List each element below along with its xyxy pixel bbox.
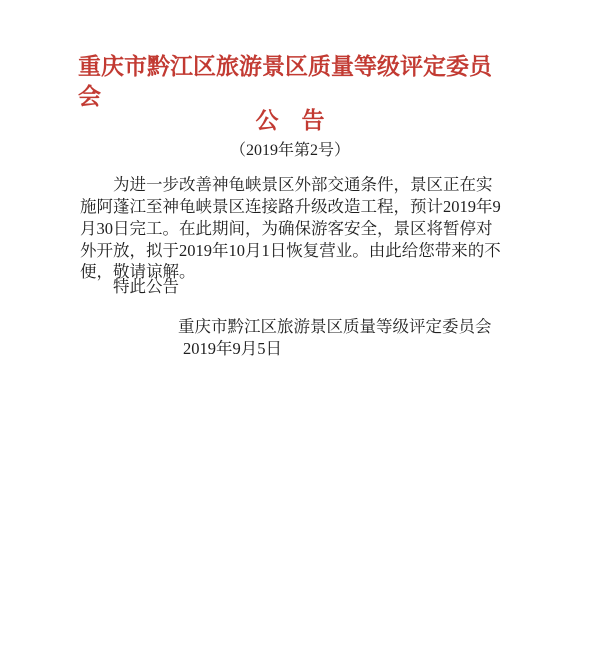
closing-phrase: 特此公告 xyxy=(113,277,179,296)
body-paragraph-line-3: 月30日完工。在此期间，为确保游客安全，景区将暂停对 xyxy=(80,219,493,238)
body-paragraph-line-5: 便，敬请谅解。 xyxy=(80,262,196,281)
signature-date: 2019年9月5日 xyxy=(183,339,282,358)
document-title xyxy=(78,52,518,112)
signature-organization: 重庆市黔江区旅游景区质量等级评定委员会 xyxy=(178,317,492,336)
document-title-line-1: 重庆市黔江区旅游景区质量等级评定委员 xyxy=(78,54,492,79)
body-paragraph-line-1: 为进一步改善神龟峡景区外部交通条件，景区正在实 xyxy=(113,175,493,194)
body-paragraph-line-2: 施阿蓬江至神龟峡景区连接路升级改造工程，预计2019年9 xyxy=(80,197,501,216)
document-number: （2019年第2号） xyxy=(229,142,350,159)
body-paragraph-line-4: 外开放，拟于2019年10月1日恢复营业。由此给您带来的不 xyxy=(80,241,501,260)
announcement-heading: 公 告 xyxy=(255,108,325,133)
document-title-line-2: 会 xyxy=(78,84,101,109)
